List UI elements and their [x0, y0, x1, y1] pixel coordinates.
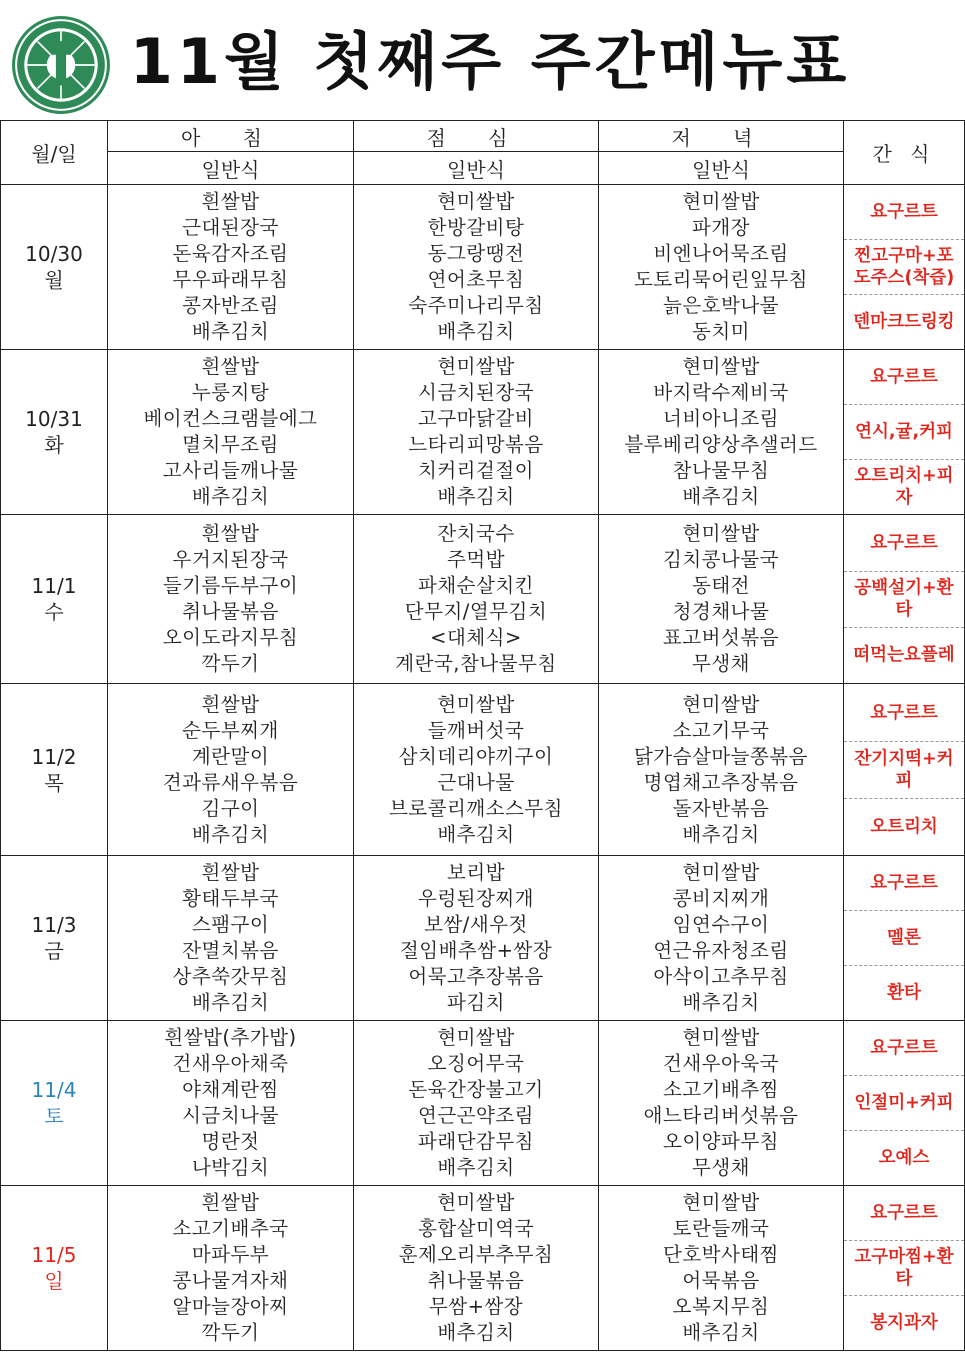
date-cell: [1, 856, 108, 1021]
lunch-cell: [354, 185, 599, 350]
weekday-label: 일: [44, 1269, 64, 1293]
day-row: [1, 350, 965, 515]
menu-item: 현미쌀밥: [437, 1026, 515, 1049]
dinner-cell: [599, 856, 844, 1021]
menu-item: 소고기무국: [672, 718, 770, 742]
menu-item: 동치미: [691, 320, 750, 343]
snack-item: 요구르트: [844, 685, 964, 742]
menu-item: 참나물무침: [672, 459, 770, 482]
date-cell: [1, 350, 108, 515]
menu-item: 배추김치: [682, 1321, 760, 1344]
breakfast-cell: [108, 1021, 354, 1186]
menu-item: 김구이: [201, 796, 260, 820]
weekday-label: 수: [44, 600, 64, 624]
menu-item: 김치콩나물국: [662, 548, 780, 571]
menu-item: 현미쌀밥: [682, 692, 760, 716]
breakfast-cell: [108, 515, 354, 684]
menu-item: 흰쌀밥: [201, 861, 260, 884]
menu-item: 베이컨스크램블에그: [143, 407, 318, 430]
menu-item: 누룽지탕: [191, 381, 270, 404]
menu-body: [1, 185, 965, 1351]
menu-item: 우렁된장찌개: [417, 887, 535, 910]
menu-item: 흰쌀밥: [201, 1191, 260, 1214]
menu-item: 파래단감무침: [417, 1130, 535, 1153]
snack-cell: [844, 515, 965, 684]
menu-item: 훈제오리부추무침: [398, 1243, 554, 1266]
dinner-cell: [599, 515, 844, 684]
snack-item: 요구르트: [844, 1187, 964, 1242]
menu-item: 도토리묵어린잎무침: [633, 268, 809, 291]
snack-item: 환타: [887, 982, 921, 1003]
lunch-cell: [354, 856, 599, 1021]
menu-item: 건새우아채죽: [172, 1052, 289, 1075]
menu-item: 비엔나어묵조림: [653, 242, 789, 265]
menu-item: 취나물볶음: [182, 600, 279, 623]
menu-item: 고구마닭갈비: [417, 407, 535, 430]
menu-item: 현미쌀밥: [437, 190, 515, 213]
menu-item: 고사리들깨나물: [162, 459, 299, 482]
menu-item: 돈육간장불고기: [408, 1078, 544, 1101]
menu-item: 오이양파무침: [662, 1130, 780, 1153]
emblem-logo: [10, 14, 112, 116]
menu-item: 배추김치: [437, 1156, 515, 1179]
menu-item: 배추김치: [682, 485, 760, 508]
date-cell: [1, 1021, 108, 1186]
snack-cell: [844, 185, 965, 350]
dinner-cell: [599, 350, 844, 515]
page-title: 11월 첫째주 주간메뉴표: [129, 25, 851, 98]
breakfast-cell: [108, 1186, 354, 1351]
date-label: 11/1: [31, 574, 77, 598]
menu-item: 배추김치: [437, 320, 515, 343]
menu-item: 현미쌀밥: [437, 692, 515, 716]
snack-item: 연시,귤,커피: [844, 405, 964, 460]
day-row: [1, 1021, 965, 1186]
menu-item: 표고버섯볶음: [662, 626, 780, 649]
menu-item: 아삭이고추무침: [653, 965, 789, 988]
day-row: [1, 684, 965, 856]
snack-item: 오트리치: [870, 816, 938, 837]
menu-item: 무쌈+쌈장: [428, 1295, 524, 1318]
menu-item: 무생채: [691, 652, 750, 675]
menu-item: 연근유자청조림: [653, 939, 789, 962]
menu-item: 치커리겉절이: [417, 459, 535, 482]
lunch-cell: [354, 350, 599, 515]
snack-item: 요구르트: [844, 186, 964, 241]
menu-item: 흰쌀밥(추가밥): [164, 1026, 297, 1049]
snack-item: 덴마크드링킹: [853, 311, 955, 332]
menu-item: 보쌈/새우젓: [424, 913, 528, 936]
menu-item: 소고기배추국: [172, 1217, 289, 1240]
weekday-label: 금: [44, 939, 64, 963]
snack-item: 찐고구마+포도주스(착즙): [844, 240, 964, 295]
menu-item: <대체식>: [430, 626, 522, 649]
date-cell: [1, 185, 108, 350]
weekday-label: 토: [44, 1104, 64, 1128]
menu-item: 애느타리버섯볶음: [643, 1104, 799, 1127]
snack-item: 잔기지떡+커피: [844, 742, 964, 799]
menu-item: 임연수구이: [672, 913, 770, 936]
menu-item: 절임배추쌈+쌈장: [399, 939, 553, 962]
menu-item: 단무지/열무김치: [404, 600, 548, 623]
menu-item: 건새우아욱국: [662, 1052, 780, 1075]
menu-item: 흰쌀밥: [201, 522, 260, 545]
menu-item: 파개장: [691, 216, 750, 239]
dinner-cell: [599, 1021, 844, 1186]
menu-item: 배추김치: [437, 1321, 515, 1344]
snack-item: 오트리치+피자: [854, 465, 954, 508]
menu-item: 동그랑땡전: [427, 242, 525, 265]
lunch-header: 점 심: [354, 121, 599, 152]
menu-item: 연근곤약조림: [417, 1104, 535, 1127]
menu-item: 무생채: [691, 1156, 750, 1179]
menu-item: 닭가슴살마늘쫑볶음: [633, 744, 809, 768]
snack-item: 인절미+커피: [844, 1076, 964, 1131]
menu-item: 현미쌀밥: [437, 355, 515, 378]
menu-item: 현미쌀밥: [682, 1191, 760, 1214]
menu-item: 명엽채고추장볶음: [643, 770, 799, 794]
snack-header: 간 식: [844, 121, 965, 185]
date-label: 11/5: [31, 1243, 77, 1267]
weekday-label: 목: [44, 770, 64, 795]
menu-item: 시금치된장국: [417, 381, 535, 404]
menu-item: 블루베리양상추샐러드: [624, 433, 818, 456]
lunch-cell: [354, 1021, 599, 1186]
menu-item: 마파두부: [191, 1243, 270, 1266]
snack-cell: [844, 684, 965, 856]
breakfast-cell: [108, 856, 354, 1021]
date-label: 10/30: [25, 242, 83, 266]
menu-item: 콩나물겨자채: [172, 1269, 289, 1292]
menu-item: 흰쌀밥: [201, 355, 260, 378]
dinner-cell: [599, 1186, 844, 1351]
menu-item: 삼치데리야끼구이: [398, 744, 554, 768]
menu-item: 배추김치: [191, 822, 270, 846]
weekly-menu-table: [0, 120, 965, 1351]
dinner-cell: [599, 185, 844, 350]
snack-item: 공백설기+환타: [844, 572, 964, 628]
date-label: 11/4: [31, 1078, 77, 1102]
menu-item: 홍합살미역국: [417, 1217, 535, 1240]
menu-item: 잔치국수: [437, 522, 515, 545]
dinner-header: 저 녁: [599, 121, 844, 152]
menu-item: 근대나물: [437, 770, 515, 794]
snack-item: 요구르트: [844, 516, 964, 572]
breakfast-subheader: 일반식: [108, 152, 354, 185]
snack-cell: [844, 1186, 965, 1351]
snack-item: 요구르트: [844, 351, 964, 406]
lunch-cell: [354, 684, 599, 856]
snack-item: 요구르트: [844, 857, 964, 912]
menu-item: 흰쌀밥: [201, 190, 260, 213]
menu-item: 현미쌀밥: [682, 522, 760, 545]
menu-item: 한방갈비탕: [427, 216, 525, 239]
day-row: [1, 185, 965, 350]
menu-item: 바지락수제비국: [653, 381, 789, 404]
menu-item: 우거지된장국: [172, 548, 289, 571]
menu-item: 돌자반볶음: [672, 796, 770, 820]
menu-item: 오복지무침: [672, 1295, 770, 1318]
page-header: [0, 0, 965, 118]
menu-item: 무우파래무침: [172, 268, 289, 291]
menu-item: 황태두부국: [182, 887, 279, 910]
day-row: [1, 1186, 965, 1351]
menu-item: 배추김치: [191, 991, 270, 1014]
date-label: 11/3: [31, 913, 77, 937]
menu-item: 현미쌀밥: [682, 355, 760, 378]
menu-item: 흰쌀밥: [201, 692, 260, 716]
menu-item: 오징어무국: [427, 1052, 525, 1075]
weekday-label: 월: [44, 268, 64, 292]
menu-item: 현미쌀밥: [682, 190, 760, 213]
breakfast-cell: [108, 185, 354, 350]
menu-item: 배추김치: [191, 320, 270, 343]
date-cell: [1, 684, 108, 856]
menu-item: 들깨버섯국: [427, 718, 525, 742]
menu-item: 배추김치: [682, 822, 760, 846]
menu-item: 잔멸치볶음: [182, 939, 279, 962]
lunch-cell: [354, 1186, 599, 1351]
menu-item: 동태전: [691, 574, 750, 597]
snack-item: 멜론: [844, 911, 964, 966]
breakfast-cell: [108, 350, 354, 515]
date-header: 월/일: [1, 121, 108, 185]
snack-cell: [844, 350, 965, 515]
snack-item: 봉지과자: [870, 1312, 938, 1333]
menu-item: 너비아니조림: [662, 407, 780, 430]
menu-item: 야채계란찜: [182, 1078, 279, 1101]
menu-item: 보리밥: [446, 861, 505, 884]
snack-cell: [844, 1021, 965, 1186]
breakfast-cell: [108, 684, 354, 856]
menu-item: 현미쌀밥: [682, 1026, 760, 1049]
snack-item: 고구마찜+환타: [844, 1241, 964, 1296]
dinner-cell: [599, 684, 844, 856]
snack-cell: [844, 856, 965, 1021]
menu-item: 파채순살치킨: [417, 574, 535, 597]
menu-item: 현미쌀밥: [437, 1191, 515, 1214]
menu-item: 소고기배추찜: [662, 1078, 780, 1101]
menu-item: 멸치무조림: [182, 433, 279, 456]
menu-item: 배추김치: [682, 991, 760, 1014]
menu-item: 견과류새우볶음: [162, 770, 299, 794]
date-cell: [1, 515, 108, 684]
menu-item: 청경채나물: [672, 600, 770, 623]
menu-item: 근대된장국: [182, 216, 279, 239]
menu-item: 시금치나물: [182, 1104, 279, 1127]
menu-item: 오이도라지무침: [162, 626, 299, 649]
menu-item: 어묵볶음: [682, 1269, 760, 1292]
menu-item: 배추김치: [437, 822, 515, 846]
menu-item: 브로콜리깨소스무침: [388, 796, 564, 820]
menu-item: 상추쑥갓무침: [172, 965, 289, 988]
menu-item: 배추김치: [191, 485, 270, 508]
menu-item: 느타리피망볶음: [408, 433, 544, 456]
menu-item: 숙주미나리무침: [408, 294, 544, 317]
breakfast-header: 아 침: [108, 121, 354, 152]
menu-item: 깍두기: [201, 652, 260, 675]
day-row: [1, 515, 965, 684]
menu-item: 콩비지찌개: [672, 887, 770, 910]
menu-item: 연어초무침: [427, 268, 525, 291]
menu-item: 깍두기: [201, 1321, 260, 1344]
menu-item: 취나물볶음: [427, 1269, 525, 1292]
snack-item: 오예스: [878, 1147, 930, 1168]
menu-item: 나박김치: [191, 1156, 270, 1179]
menu-item: 파김치: [446, 991, 505, 1014]
menu-item: 계란국,참나물무침: [395, 652, 557, 675]
weekday-label: 화: [44, 433, 64, 457]
menu-item: 현미쌀밥: [682, 861, 760, 884]
menu-item: 콩자반조림: [182, 294, 279, 317]
day-row: [1, 856, 965, 1021]
menu-item: 토란들깨국: [672, 1217, 770, 1240]
menu-item: 단호박사태찜: [662, 1243, 780, 1266]
snack-item: 떠먹는요플레: [853, 645, 955, 665]
dinner-subheader: 일반식: [599, 152, 844, 185]
date-label: 11/2: [31, 744, 77, 769]
menu-item: 늙은호박나물: [662, 294, 780, 317]
menu-item: 스팸구이: [191, 913, 270, 936]
lunch-cell: [354, 515, 599, 684]
menu-item: 순두부찌개: [182, 718, 279, 742]
menu-item: 주먹밥: [446, 548, 505, 571]
lunch-subheader: 일반식: [354, 152, 599, 185]
menu-item: 계란말이: [191, 744, 270, 768]
snack-item: 요구르트: [844, 1022, 964, 1077]
menu-item: 돈육감자조림: [172, 242, 289, 265]
menu-item: 알마늘장아찌: [172, 1295, 289, 1318]
date-label: 10/31: [25, 407, 83, 431]
menu-item: 어묵고추장볶음: [408, 965, 544, 988]
menu-item: 명란젓: [201, 1130, 260, 1153]
menu-item: 들기름두부구이: [162, 574, 299, 597]
date-cell: [1, 1186, 108, 1351]
menu-item: 배추김치: [437, 485, 515, 508]
